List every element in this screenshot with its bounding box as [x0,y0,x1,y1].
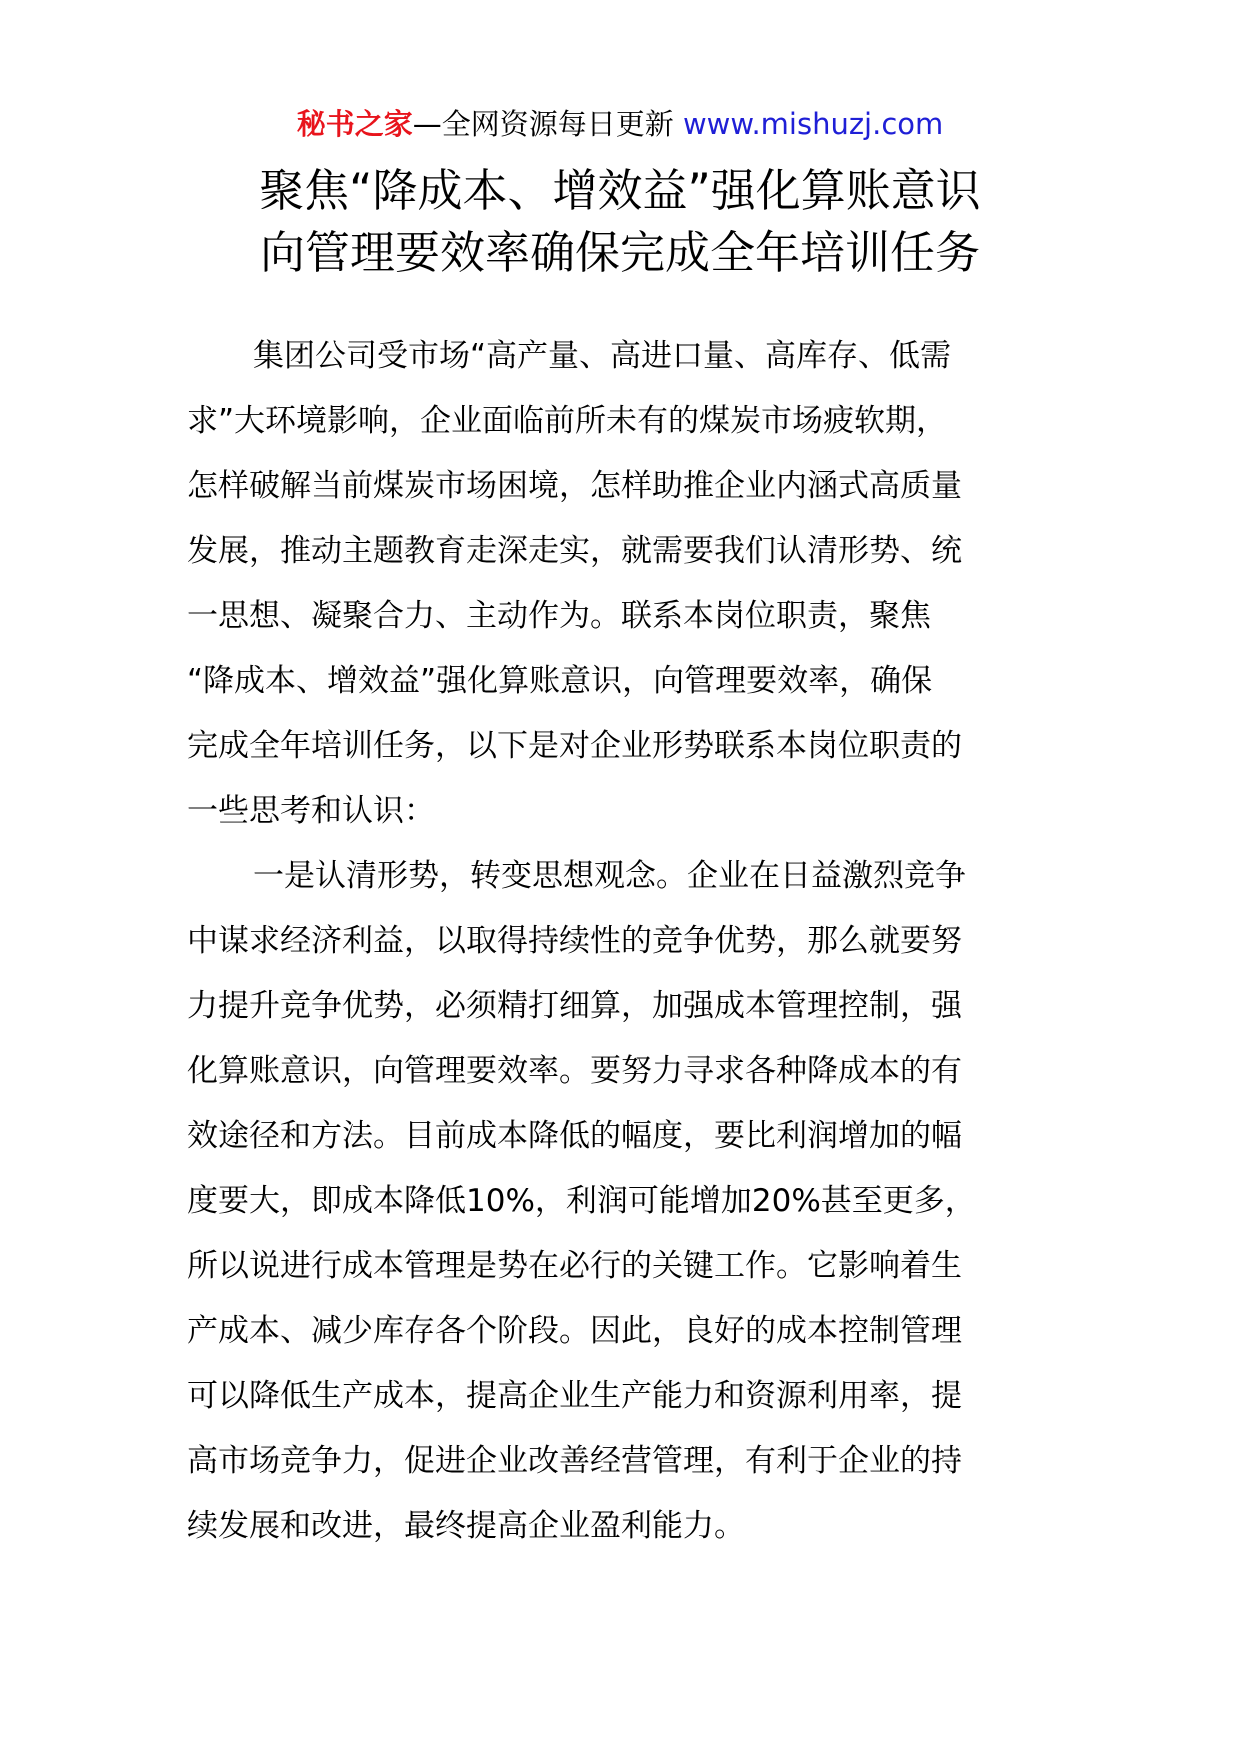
paragraph-2-line: 一是认清形势，转变思想观念。企业在日益激烈竞争 [253,858,966,894]
paragraph-1-line: 一些思考和认识： [187,793,435,829]
paragraph-2-line: 中谋求经济利益，以取得持续性的竞争优势，那么就要努 [187,923,962,959]
paragraph-2-line: 所以说进行成本管理是势在必行的关键工作。它影响着生 [187,1248,962,1284]
paragraph-2-line: 度要大，即成本降低10%，利润可能增加20%甚至更多， [187,1183,976,1219]
paragraph-1-line: 完成全年培训任务，以下是对企业形势联系本岗位职责的 [187,728,962,764]
paragraph-1-line: 发展，推动主题教育走深走实，就需要我们认清形势、统 [187,533,962,569]
site-header [0,104,1240,144]
paragraph-2-line: 化算账意识，向管理要效率。要努力寻求各种降成本的有 [187,1053,962,1089]
paragraph-1-line: “降成本、增效益”强化算账意识，向管理要效率，确保 [187,663,933,699]
paragraph-1-line: 一思想、凝聚合力、主动作为。联系本岗位职责，聚焦 [187,598,931,634]
paragraph-2-line: 高市场竞争力，促进企业改善经营管理，有利于企业的持 [187,1443,962,1479]
site-tagline: —全网资源每日更新 [412,107,674,141]
paragraph-2-line: 续发展和改进，最终提高企业盈利能力。 [187,1508,745,1544]
paragraph-1-line: 集团公司受市场“高产量、高进口量、高库存、低需 [253,338,952,374]
document-title [0,160,1240,284]
title-line-2: 向管理要效率确保完成全年培训任务 [259,226,980,279]
title-line-1: 聚焦“降成本、增效益”强化算账意识 [259,164,981,217]
site-url-link[interactable]: www.mishuzj.com [682,107,944,141]
paragraph-2-line: 力提升竞争优势，必须精打细算，加强成本管理控制，强 [187,988,962,1024]
document-body [187,324,1047,1559]
paragraph-1-line: 怎样破解当前煤炭市场困境，怎样助推企业内涵式高质量 [187,468,962,504]
site-brand: 秘书之家 [296,107,413,141]
paragraph-2-line: 产成本、减少库存各个阶段。因此，良好的成本控制管理 [187,1313,962,1349]
paragraph-2-line: 可以降低生产成本，提高企业生产能力和资源利用率，提 [187,1378,962,1414]
paragraph-1-line: 求”大环境影响，企业面临前所未有的煤炭市场疲软期， [187,403,948,439]
paragraph-2-line: 效途径和方法。目前成本降低的幅度，要比利润增加的幅 [187,1118,962,1154]
